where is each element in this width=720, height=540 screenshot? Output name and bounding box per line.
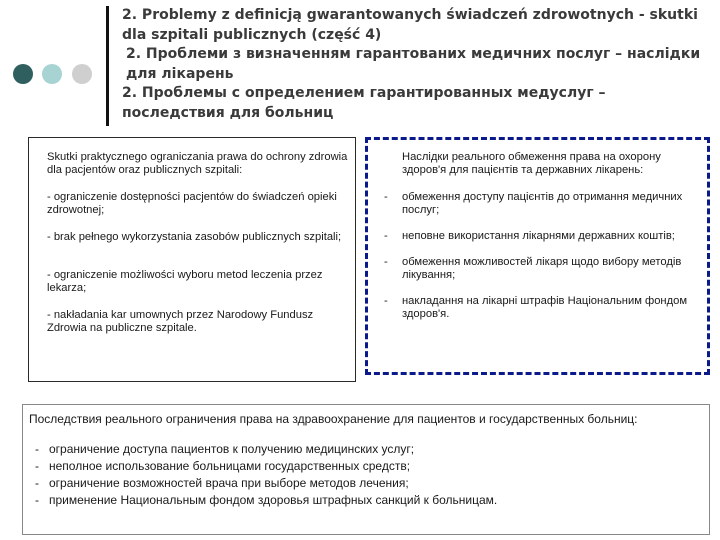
polish-item: - ograniczenie dostępności pacjentów do świadczeń opieki zdrowotnej; [47, 191, 337, 216]
russian-box-heading: Последствия реального ограничения права на здравоохранение для пациентов и государственных больниц: [29, 412, 638, 426]
ukrainian-box-heading: Наслідки реального обмеження права на охорону здоров'я для пацієнтів та державних лікарень: [402, 151, 661, 176]
ukrainian-item: - обмеження можливостей лікаря щодо вибору методів лікування; [384, 256, 682, 281]
russian-item: - применение Национальным фондом здоровья штрафных санкций к больницам. [35, 493, 498, 507]
title-line-russian: 2. Проблемы с определением гарантированных медуслуг – последствия для больниц [122, 85, 606, 121]
title-divider [106, 6, 109, 126]
polish-item: - ograniczenie możliwości wyboru metod leczenia przez lekarza; [47, 269, 323, 294]
russian-item: - неполное использование больницами государственных средств; [35, 459, 411, 473]
polish-box-heading: Skutki praktycznego ograniczania prawa do ochrony zdrowia dla pacjentów oraz publicznych szpitali: [47, 151, 348, 176]
slide-title [122, 6, 712, 123]
ukrainian-consequences-box [365, 137, 710, 375]
title-line-polish: 2. Problemy z definicją gwarantowanych świadczeń zdrowotnych - skutki dla szpitali publicznych (część 4) [122, 7, 698, 43]
polish-consequences-box [28, 137, 356, 382]
title-line-ukrainian: 2. Проблеми з визначенням гарантованих медичних послуг – наслідки для лікарень [126, 46, 701, 82]
ukrainian-item: - неповне використання лікарнями державних коштів; [384, 230, 675, 242]
decor-dot-light [42, 64, 62, 84]
decor-dot-gray [72, 64, 92, 84]
russian-item: - ограничение возможностей врача при выборе методов лечения; [35, 476, 409, 490]
polish-item: - brak pełnego wykorzystania zasobów publicznych szpitali; [47, 231, 342, 243]
polish-item: - nakładania kar umownych przez Narodowy Fundusz Zdrowia na publiczne szpitale. [47, 309, 314, 334]
ukrainian-item: - накладання на лікарні штрафів Національним фондом здоров'я. [384, 295, 688, 320]
ukrainian-item: - обмеження доступу пацієнтів до отримання медичних послуг; [384, 191, 683, 216]
decor-dot-dark [13, 64, 33, 84]
russian-item: - ограничение доступа пациентов к получению медицинских услуг; [35, 442, 415, 456]
russian-consequences-box [22, 404, 710, 535]
